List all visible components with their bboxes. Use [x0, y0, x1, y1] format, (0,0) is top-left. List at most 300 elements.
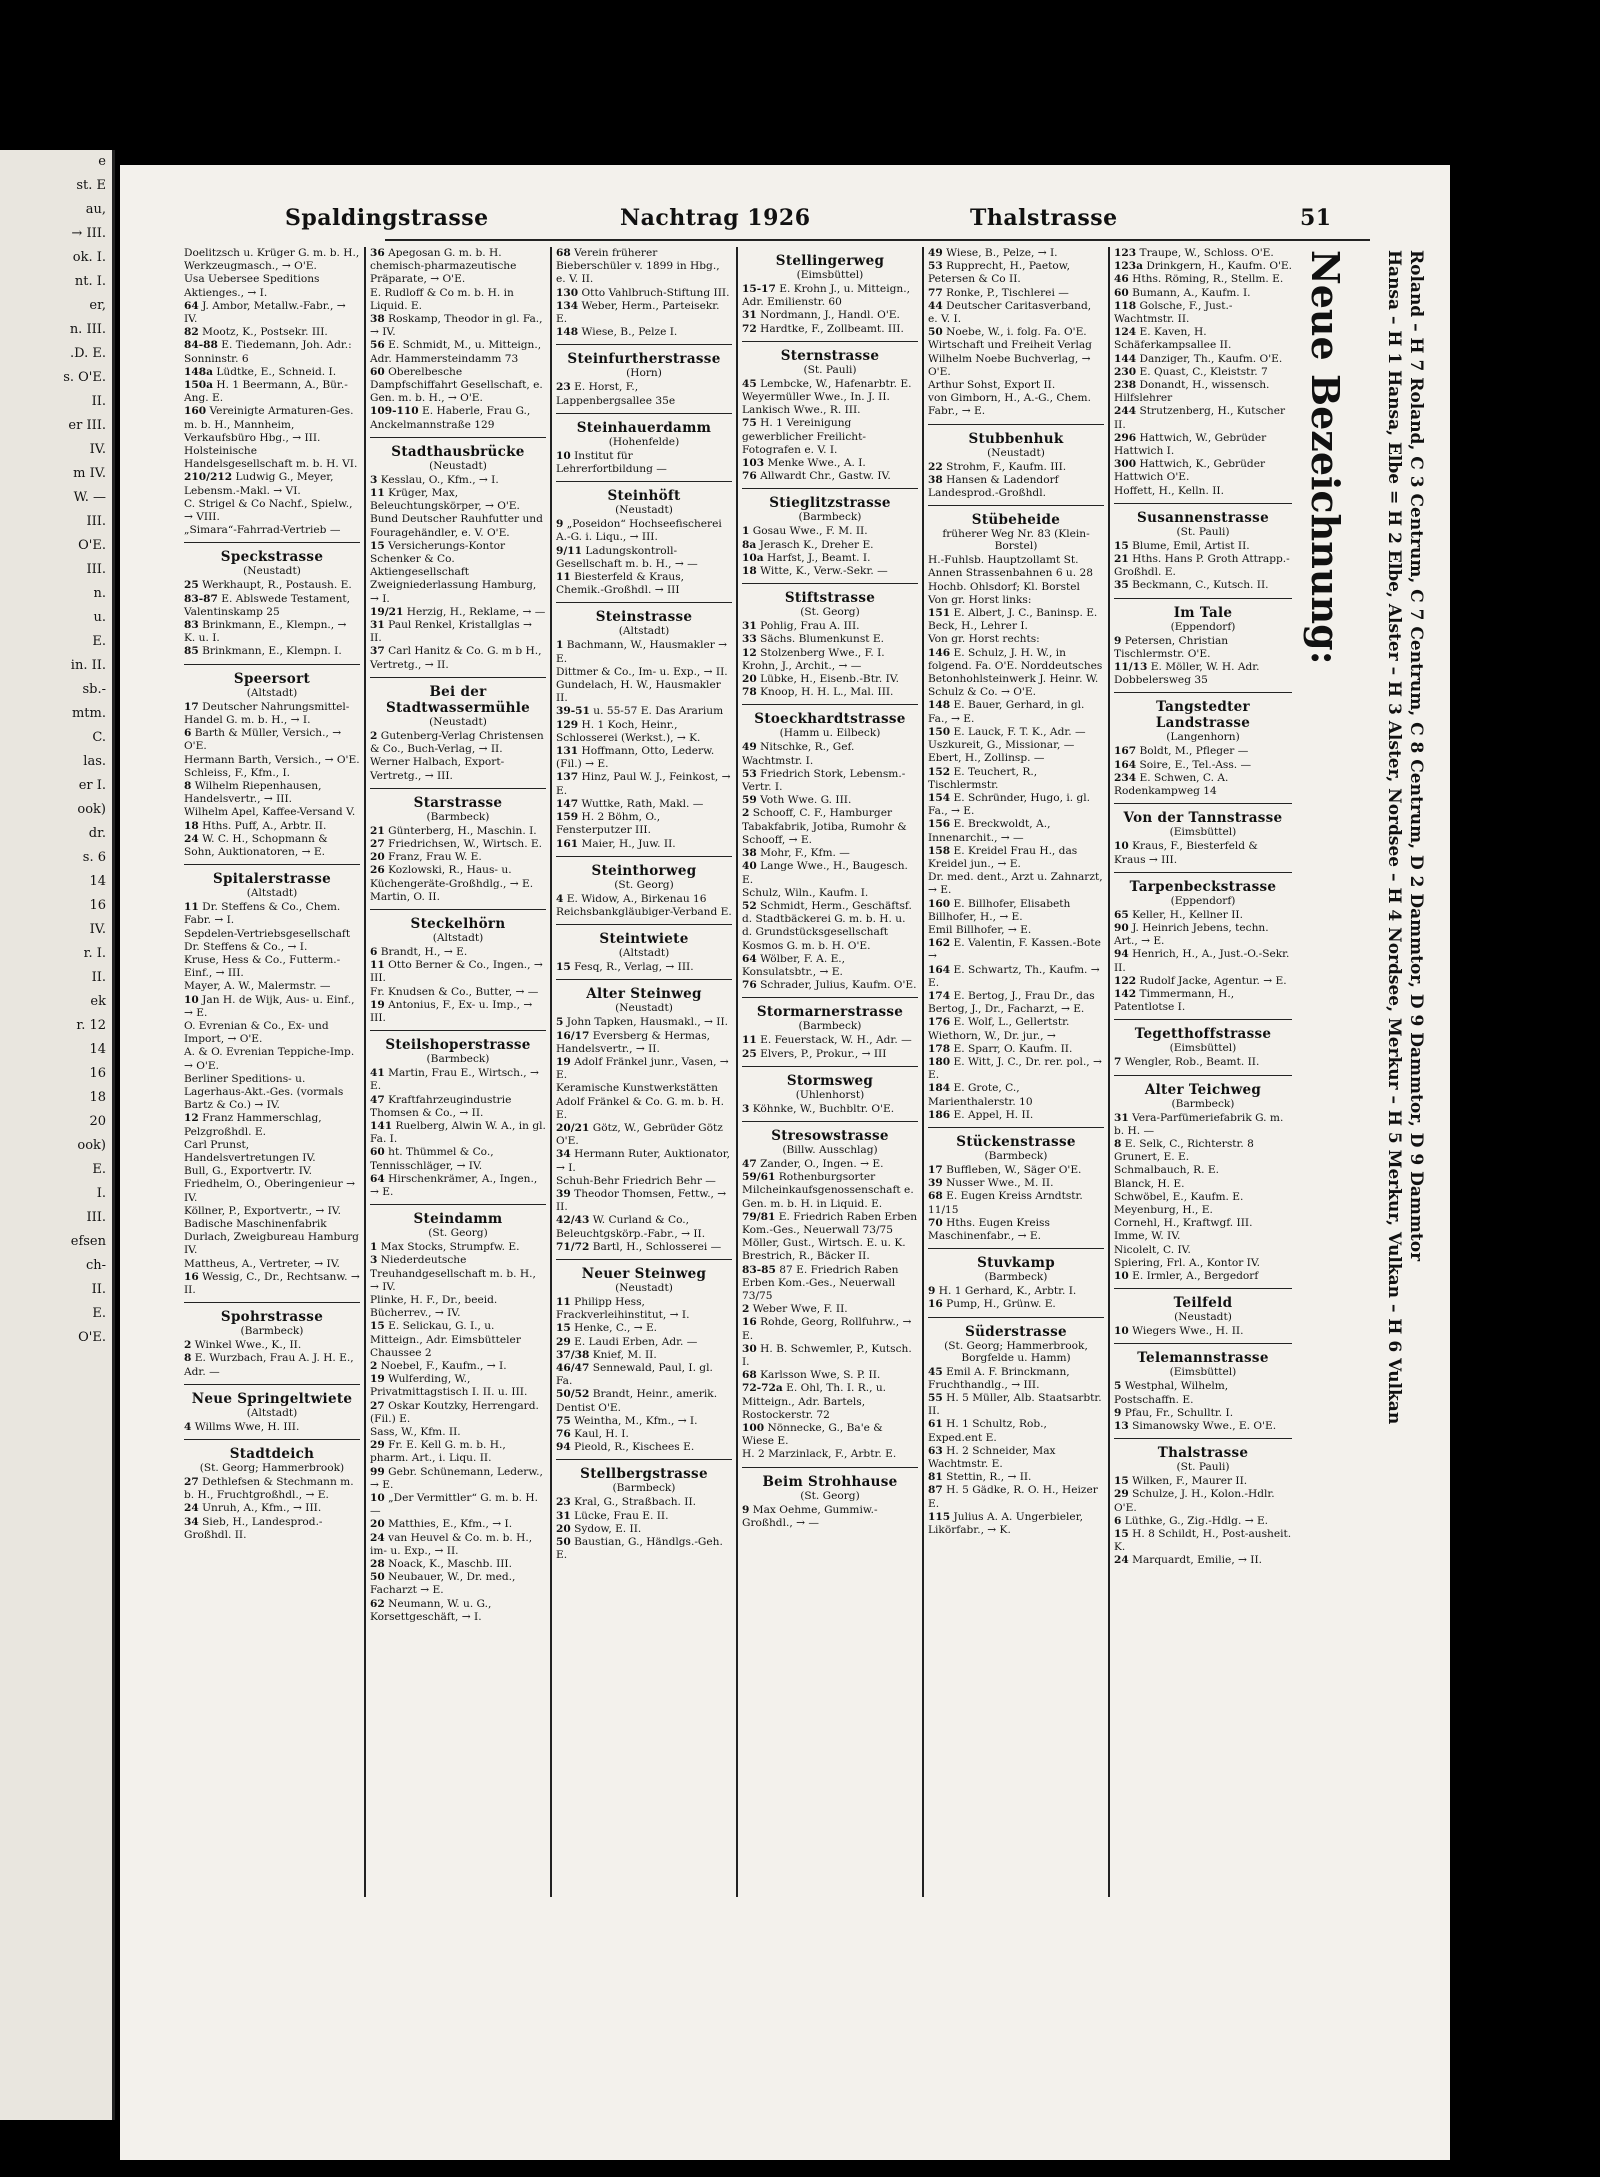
district-label: (Hohenfelde)	[608, 435, 680, 448]
entry-text: Hths. Puff, A., Arbtr. II.	[202, 819, 327, 832]
house-number: 238	[1114, 379, 1137, 392]
directory-entry	[370, 825, 546, 838]
house-number: 21	[1114, 553, 1129, 566]
directory-entry	[556, 705, 732, 718]
directory-entry	[184, 405, 360, 445]
directory-entry	[184, 767, 360, 780]
entry-text: H. 2 Marzinlack, F., Arbtr. E.	[742, 1448, 897, 1461]
entry-text: E. Sparr, O. Kaufm. II.	[953, 1042, 1073, 1055]
entry-text: Möller, Gust., Wirtsch. E. u. K.	[742, 1237, 906, 1250]
entry-text: Bartl, H., Schlosserei —	[592, 1240, 722, 1253]
entry-text: Eversberg & Hermas, Handelsvertr., → II.	[556, 1029, 711, 1055]
entry-text: Harfst, J., Beamt. I.	[766, 551, 871, 564]
directory-entry	[742, 470, 918, 483]
entry-text: Deutscher Caritasverband, e. V. I.	[928, 299, 1092, 326]
strip-fragment: ch-	[85, 1258, 106, 1273]
directory-entry	[928, 1366, 1104, 1392]
directory-entry	[928, 964, 1104, 990]
entry-text: Spiering, Frl. A., Kontor IV.	[1114, 1256, 1261, 1269]
house-number: 36	[370, 247, 385, 259]
entry-text: Günterberg, H., Maschin. I.	[388, 824, 537, 837]
entry-text: Hattwich, W., Gebrüder Hattwich I.	[1114, 431, 1267, 458]
side-legend	[1304, 250, 1444, 1900]
entry-text: Götz, W., Gebrüder Götz O'E.	[556, 1121, 723, 1148]
street-heading: Stadthausbrücke	[391, 443, 525, 460]
directory-entry	[370, 756, 546, 782]
entry-text: Knoop, H. H. L., Mal. III.	[760, 686, 894, 699]
district-label: (St. Georg; Hammerbrook, Borgfelde u. Hamm)	[944, 1339, 1088, 1364]
directory-entry	[556, 300, 732, 326]
entry-text: C. Strigel & Co Nachf., Spielw., → VIII.	[184, 497, 353, 524]
house-number: 94	[556, 1441, 571, 1454]
entry-text: E. Schwen, C. A. Rodenkampweg 14	[1114, 771, 1229, 798]
directory-entry	[556, 1336, 732, 1349]
directory-entry	[928, 1484, 1104, 1510]
strip-fragment: st. E	[76, 178, 106, 193]
section-divider	[1114, 598, 1292, 599]
entry-text: E. Kaven, H. Schäferkampsallee II.	[1114, 326, 1232, 352]
directory-entry	[370, 1598, 546, 1624]
entry-text: Pohlig, Frau A. III.	[760, 620, 860, 633]
entry-text: Niederdeutsche Treuhandgesellschaft m. b. H., → IV.	[370, 1254, 536, 1293]
entry-text: Gebr. Schünemann, Lederw., → E.	[370, 1465, 543, 1491]
house-number: 52	[742, 899, 757, 912]
house-number: 99	[370, 1465, 385, 1478]
directory-entry	[370, 405, 546, 431]
district-label: (Neustadt)	[429, 715, 487, 728]
house-number: 27	[370, 837, 385, 850]
entry-text: Emil A. F. Brinckmann, Fruchthandlg., → III.	[928, 1365, 1070, 1391]
house-number: 29	[1114, 1488, 1129, 1501]
strip-fragment: E.	[92, 634, 106, 649]
entry-text: Köllner, P., Exportvertr., → IV.	[184, 1204, 341, 1217]
directory-entry	[1114, 1230, 1292, 1243]
directory-entry	[742, 539, 918, 552]
section-divider	[1114, 1075, 1292, 1076]
entry-text: Wilken, F., Maurer II.	[1132, 1475, 1248, 1488]
district-label: (St. Georg)	[428, 1227, 488, 1240]
house-number: 129	[556, 718, 579, 731]
section-divider	[928, 1127, 1104, 1128]
street-heading: Süderstrasse	[965, 1323, 1067, 1340]
directory-entry	[370, 366, 546, 406]
house-number: 180	[928, 1055, 951, 1068]
directory-entry	[1114, 579, 1292, 592]
district-label: (St. Pauli)	[1176, 1461, 1230, 1474]
directory-entry	[928, 1190, 1104, 1216]
entry-text: H. 5 Müller, Alb. Staatsarbtr. II.	[928, 1392, 1102, 1418]
directory-entry	[556, 719, 732, 745]
directory-entry	[556, 450, 732, 476]
house-number: 16	[184, 1270, 199, 1283]
directory-entry	[370, 959, 546, 985]
house-number: 159	[556, 811, 579, 824]
house-number: 76	[742, 979, 757, 992]
directory-entry	[742, 633, 918, 646]
entry-text: H. 5 Gädke, R. O. H., Heizer E.	[928, 1484, 1098, 1510]
house-number: 123a	[1114, 260, 1143, 273]
directory-entry	[556, 1362, 732, 1388]
directory-entry	[184, 498, 360, 524]
section-divider	[556, 1259, 732, 1260]
directory-entry	[742, 1158, 918, 1171]
house-number: 152	[928, 765, 951, 778]
directory-entry	[184, 1339, 360, 1352]
house-number: 22	[928, 460, 943, 473]
directory-entry	[1114, 772, 1292, 798]
entry-text: Traupe, W., Schloss. O'E.	[1139, 247, 1274, 259]
strip-fragment: 16	[89, 898, 106, 913]
house-number: 60	[370, 365, 385, 378]
house-number: 75	[556, 1414, 571, 1427]
entry-text: Witte, K., Verw.-Sekr. —	[760, 565, 888, 578]
entry-text: Wengler, Rob., Beamt. II.	[1124, 1056, 1260, 1069]
entry-text: E. Bertog, J., Frau Dr., das Bertog, J., Dr., Facharzt, → E.	[928, 989, 1095, 1016]
street-heading: Beim Strohhause	[762, 1473, 898, 1490]
entry-text: E. Feuerstack, W. H., Adr. —	[760, 1034, 912, 1047]
directory-entry	[1114, 661, 1292, 687]
house-number: 167	[1114, 745, 1137, 758]
columns	[180, 247, 1300, 1897]
house-number: 70	[928, 1216, 943, 1229]
directory-entry	[928, 752, 1104, 765]
entry-text: Franz, Frau W. E.	[388, 851, 482, 864]
header-left: Spaldingstrasse	[285, 205, 489, 231]
strip-fragment: II.	[91, 394, 106, 409]
directory-entry	[742, 768, 918, 794]
directory-entry	[1114, 1515, 1292, 1528]
house-number: 164	[928, 963, 951, 976]
directory-entry	[1114, 1407, 1292, 1420]
entry-text: E. Billhofer, Elisabeth Billhofer, H., → E.	[928, 897, 1071, 923]
entry-text: E. Valentin, F. Kassen.-Bote →	[928, 937, 1101, 963]
strip-fragment: III.	[86, 1210, 106, 1225]
section-divider	[370, 677, 546, 678]
house-number: 18	[742, 565, 757, 578]
entry-text: Lücke, Frau E. II.	[574, 1509, 669, 1522]
entry-text: Marquardt, Emilie, → II.	[1132, 1554, 1263, 1567]
entry-text: Wilhelm Apel, Kaffee-Versand V.	[184, 806, 356, 819]
directory-entry	[184, 619, 360, 645]
directory-entry	[928, 1418, 1104, 1444]
directory-entry	[184, 366, 360, 379]
directory-entry	[184, 1218, 360, 1258]
directory-entry	[928, 1445, 1104, 1471]
directory-entry	[1114, 353, 1292, 366]
directory-entry	[1114, 1257, 1292, 1270]
entry-text: Brestrich, R., Bäcker II.	[742, 1250, 870, 1263]
strip-fragment: er,	[89, 298, 106, 313]
directory-entry	[184, 1502, 360, 1515]
directory-entry	[742, 807, 918, 847]
house-number: 71/72	[556, 1240, 590, 1253]
entry-text: Rohde, Georg, Rollfuhrw., → E.	[742, 1316, 912, 1342]
house-number: 45	[742, 377, 757, 390]
directory-entry	[556, 1030, 732, 1056]
house-number: 24	[1114, 1554, 1129, 1567]
entry-text: Wilhelm Riepenhausen, Handelsvertr., → III.	[184, 779, 322, 806]
house-number: 11/13	[1114, 661, 1148, 674]
directory-entry	[556, 811, 732, 837]
entry-text: Jerasch K., Dreher E.	[759, 538, 874, 551]
directory-entry	[1114, 1138, 1292, 1151]
house-number: 19/21	[370, 605, 404, 618]
directory-entry	[928, 647, 1104, 700]
entry-text: „Der Vermittler“ G. m. b. H. —	[370, 1492, 538, 1518]
street-heading: Stübeheide	[971, 512, 1061, 529]
house-number: 115	[928, 1510, 951, 1523]
directory-entry	[928, 461, 1104, 474]
directory-entry	[928, 1217, 1104, 1243]
house-number: 23	[556, 1496, 571, 1509]
entry-text: Schrader, Julius, Kaufm. O'E.	[760, 979, 917, 992]
directory-entry	[184, 445, 360, 471]
street-heading: Susannenstrasse	[1137, 509, 1269, 526]
street-heading: Steinhauerdamm	[576, 419, 712, 436]
house-number: 11	[556, 571, 571, 584]
district-label: (Altstadt)	[246, 887, 298, 900]
entry-text: Soire, E., Tel.-Ass. —	[1139, 758, 1252, 771]
directory-entry	[928, 620, 1104, 633]
entry-text: Weber Wwe, F. II.	[752, 1303, 848, 1316]
strip-fragment: las.	[83, 754, 106, 769]
directory-entry	[1114, 300, 1292, 326]
entry-text: E. Laudi Erben, Adr. —	[574, 1335, 698, 1348]
directory-entry	[556, 1496, 732, 1509]
entry-text: E. Ohl, Th. I. R., u. Mitteign., Adr. Bartels, Rostockerstr. 72	[742, 1382, 887, 1421]
directory-entry	[928, 1392, 1104, 1418]
entry-text: O. Evrenian & Co., Ex- und Import, → O'E.	[184, 1019, 329, 1046]
house-number: 162	[928, 937, 951, 950]
entry-text: Rudolf Jacke, Agentur. → E.	[1139, 974, 1287, 987]
house-number: 29	[370, 1439, 385, 1452]
entry-text: Herzig, H., Reklame, → —	[406, 605, 546, 618]
entry-text: E. Quast, C., Kleiststr. 7	[1139, 365, 1268, 378]
entry-text: Beckmann, C., Kutsch. II.	[1132, 579, 1269, 592]
district-label: (Langenhorn)	[1166, 731, 1240, 744]
section-divider	[556, 413, 732, 414]
entry-text: Neubauer, W., Dr. med., Facharzt → E.	[370, 1571, 516, 1597]
directory-entry	[184, 1139, 360, 1165]
entry-text: van Heuvel & Co. m. b. H., im- u. Exp., → II.	[370, 1531, 533, 1557]
directory-entry	[742, 1343, 918, 1369]
house-number: 124	[1114, 326, 1137, 339]
entry-text: Kruse, Hess & Co., Futterm.-Einf., → III.	[184, 953, 341, 980]
entry-text: E. Schründer, Hugo, i. gl. Fa., → E.	[928, 791, 1090, 818]
house-number: 49	[742, 741, 757, 754]
house-number: 300	[1114, 458, 1137, 471]
entry-text: E. Wurzbach, Frau A. J. H. E., Adr. —	[184, 1352, 354, 1378]
directory-entry	[742, 1171, 918, 1211]
strip-fragment: sb.-	[82, 682, 106, 697]
directory-entry	[742, 525, 918, 538]
street-heading: Speckstrasse	[220, 549, 324, 566]
district-label: (St. Georg; Hammerbrook)	[199, 1462, 345, 1475]
directory-entry	[742, 1211, 918, 1237]
entry-text: E. Friedrich Raben Erben Kom.-Ges., Neuerwall 73/75	[742, 1210, 918, 1236]
entry-text: Petersen, Christian Tischlermstr. O'E.	[1114, 634, 1229, 660]
directory-entry	[742, 1303, 918, 1316]
entry-text: Lüdtke, E., Schneid. I.	[216, 365, 337, 378]
strip-fragment: I.	[96, 1186, 106, 1201]
entry-text: Lübke, H., Eisenb.-Btr. IV.	[760, 673, 899, 686]
directory-entry	[556, 639, 732, 665]
entry-text: Badische Maschinenfabrik Durlach, Zweigbureau Hamburg IV.	[184, 1218, 359, 1257]
entry-text: Ebert, H., Zollinsp. —	[928, 752, 1045, 765]
district-label: (Altstadt)	[432, 931, 484, 944]
section-divider	[742, 1121, 918, 1122]
entry-text: Lankisch Wwe., R. III.	[742, 404, 861, 417]
house-number: 64	[742, 952, 757, 965]
directory-entry	[1114, 1325, 1292, 1338]
header-rule	[385, 239, 1370, 241]
directory-entry	[184, 833, 360, 859]
directory-entry	[1114, 909, 1292, 922]
entry-text: Boldt, M., Pfleger —	[1139, 745, 1249, 758]
entry-text: E. Grote, C., Marienthalerstr. 10	[928, 1082, 1033, 1108]
house-number: 9	[928, 1285, 936, 1298]
street-heading: Speersort	[233, 670, 311, 687]
district-label: (Barmbeck)	[984, 1149, 1048, 1162]
strip-fragment: n. III.	[69, 322, 106, 337]
street-heading: Stellingerweg	[775, 253, 885, 269]
directory-entry	[184, 579, 360, 592]
entry-text: „Simara“-Fahrrad-Vertrieb —	[184, 524, 341, 537]
house-number: 33	[742, 633, 757, 646]
section-divider	[928, 424, 1104, 425]
page-header	[120, 205, 1450, 239]
entry-text: Kesslau, O., Kfm., → I.	[380, 473, 499, 486]
district-label: (Barmbeck)	[984, 1271, 1048, 1284]
district-label: (Barmbeck)	[798, 511, 862, 524]
house-number: 49	[928, 247, 943, 259]
strip-fragment: r. I.	[83, 946, 106, 961]
district-label: (Eppendorf)	[1170, 894, 1236, 907]
house-number: 161	[556, 837, 579, 850]
district-label: (Eimsbüttel)	[796, 269, 864, 281]
directory-entry	[184, 994, 360, 1020]
house-number: 148	[928, 699, 951, 712]
entry-text: E. Haberle, Frau G., Anckelmannstraße 129	[370, 405, 531, 431]
directory-entry	[1114, 247, 1292, 260]
entry-text: Donandt, H., wissensch. Hilfslehrer	[1114, 379, 1270, 405]
column-4	[738, 247, 924, 1897]
entry-text: Nusser Wwe., M. II.	[946, 1177, 1054, 1190]
house-number: 150a	[184, 379, 213, 392]
entry-text: H. 8 Schildt, H., Post-ausheit. K.	[1114, 1528, 1292, 1554]
section-divider	[928, 1248, 1104, 1249]
street-heading: Alter Steinweg	[586, 986, 702, 1003]
house-number: 75	[742, 417, 757, 430]
directory-entry	[1114, 1151, 1292, 1164]
entry-text: von Gimborn, H., A.-G., Chem. Fabr., → E.	[928, 392, 1091, 418]
house-number: 8	[184, 1352, 192, 1365]
directory-entry	[928, 1016, 1104, 1042]
entry-text: E. Wolf, L., Gellertstr. Wiethorn, W., Dr. jur., →	[928, 1016, 1070, 1042]
house-number: 61	[928, 1418, 943, 1431]
page-number: 51	[1300, 205, 1332, 231]
entry-text: Dr. Steffens & Co., Chem. Fabr. → I.	[184, 901, 341, 927]
house-number: 78	[742, 686, 757, 699]
entry-text: Max Stocks, Strumpfw. E.	[380, 1241, 520, 1254]
entry-text: H. 1 Koch, Heinr., Schlosserei (Werkst.), → K.	[556, 718, 701, 744]
house-number: 11	[184, 901, 199, 914]
entry-text: Paul Renkel, Kristallglas → II.	[370, 619, 532, 645]
entry-text: H.-Fuhlsb. Hauptzollamt St. Annen Strassenbahnen 6 u. 28 Hochb. Ohlsdorf; Kl. Borstel	[928, 554, 1093, 593]
directory-entry	[742, 794, 918, 807]
house-number: 15	[1114, 1475, 1129, 1488]
house-number: 3	[742, 1102, 750, 1115]
house-number: 148a	[184, 365, 213, 378]
entry-text: Kraus, F., Biesterfeld & Kraus → III.	[1114, 840, 1258, 866]
house-number: 8a	[742, 538, 757, 551]
strip-fragment: ok. I.	[72, 250, 106, 265]
section-divider	[742, 704, 918, 705]
directory-entry	[370, 1094, 546, 1120]
entry-text: Unruh, A., Kfm., → III.	[202, 1502, 322, 1515]
street-heading: Tangstedter Landstrasse	[1155, 699, 1251, 732]
street-heading: Steinstrasse	[595, 609, 693, 626]
street-heading: Steilshoperstrasse	[385, 1037, 531, 1054]
district-label: (St. Georg)	[614, 878, 674, 891]
directory-entry	[556, 1122, 732, 1148]
house-number: 2	[370, 729, 378, 742]
directory-entry	[184, 1352, 360, 1378]
house-number: 50	[370, 1571, 385, 1584]
entry-text: H. 2 Böhm, O., Fensterputzer III.	[556, 811, 661, 837]
entry-text: Gosau Wwe., F. M. II.	[752, 525, 868, 538]
directory-entry	[742, 620, 918, 633]
street-heading: Spohrstrasse	[220, 1309, 324, 1326]
entry-text: Dr. med. dent., Arzt u. Zahnarzt, → E.	[928, 871, 1103, 897]
entry-text: Jan H. de Wijk, Aus- u. Einf., → E.	[184, 993, 355, 1019]
entry-text: Adolf Fränkel junr., Vasen, → E.	[556, 1055, 729, 1082]
section-divider	[556, 979, 732, 980]
directory-entry	[370, 287, 546, 313]
entry-text: Holsteinische Handelsgesellschaft m. b. H. VI.	[184, 445, 358, 471]
entry-text: E. Bauer, Gerhard, in gl. Fa., → E.	[928, 699, 1085, 725]
directory-entry	[184, 379, 360, 405]
entry-text: Stettin, R., → II.	[946, 1471, 1032, 1484]
strip-fragment: II.	[91, 970, 106, 985]
directory-entry	[556, 1082, 732, 1122]
directory-entry	[370, 1373, 546, 1399]
strip-fragment: dr.	[88, 826, 106, 841]
strip-fragment: 16	[89, 1066, 106, 1081]
directory-entry	[370, 1146, 546, 1172]
house-number: 17	[184, 700, 199, 713]
directory-entry	[742, 686, 918, 699]
entry-text: Bull, G., Exportvertr. IV.	[184, 1165, 313, 1178]
directory-entry	[928, 990, 1104, 1016]
entry-text: Kral, G., Straßbach. II.	[574, 1496, 697, 1509]
entry-text: Noebe, W., i. folg. Fa. O'E. Wirtschaft und Freiheit Verlag Wilhelm Noebe Buchverlag, → O'E.	[928, 326, 1092, 378]
directory-entry	[184, 1205, 360, 1218]
entry-text: Doelitzsch u. Krüger G. m. b. H., Werkzeugmasch., → O'E.	[184, 247, 360, 273]
house-number: 5	[1114, 1380, 1122, 1393]
house-number: 53	[742, 767, 757, 780]
house-number: 46/47	[556, 1361, 590, 1374]
directory-entry	[370, 1439, 546, 1465]
directory-entry	[1114, 1178, 1292, 1191]
house-number: 10	[1114, 840, 1129, 853]
house-number: 18	[184, 819, 199, 832]
directory-entry	[928, 924, 1104, 937]
entry-text: E. Rudloff & Co m. b. H. in Liquid. E.	[370, 286, 514, 312]
directory-entry	[184, 524, 360, 537]
directory-entry	[928, 260, 1104, 286]
entry-text: Friedrich Stork, Lebensm.-Vertr. I.	[742, 767, 906, 794]
